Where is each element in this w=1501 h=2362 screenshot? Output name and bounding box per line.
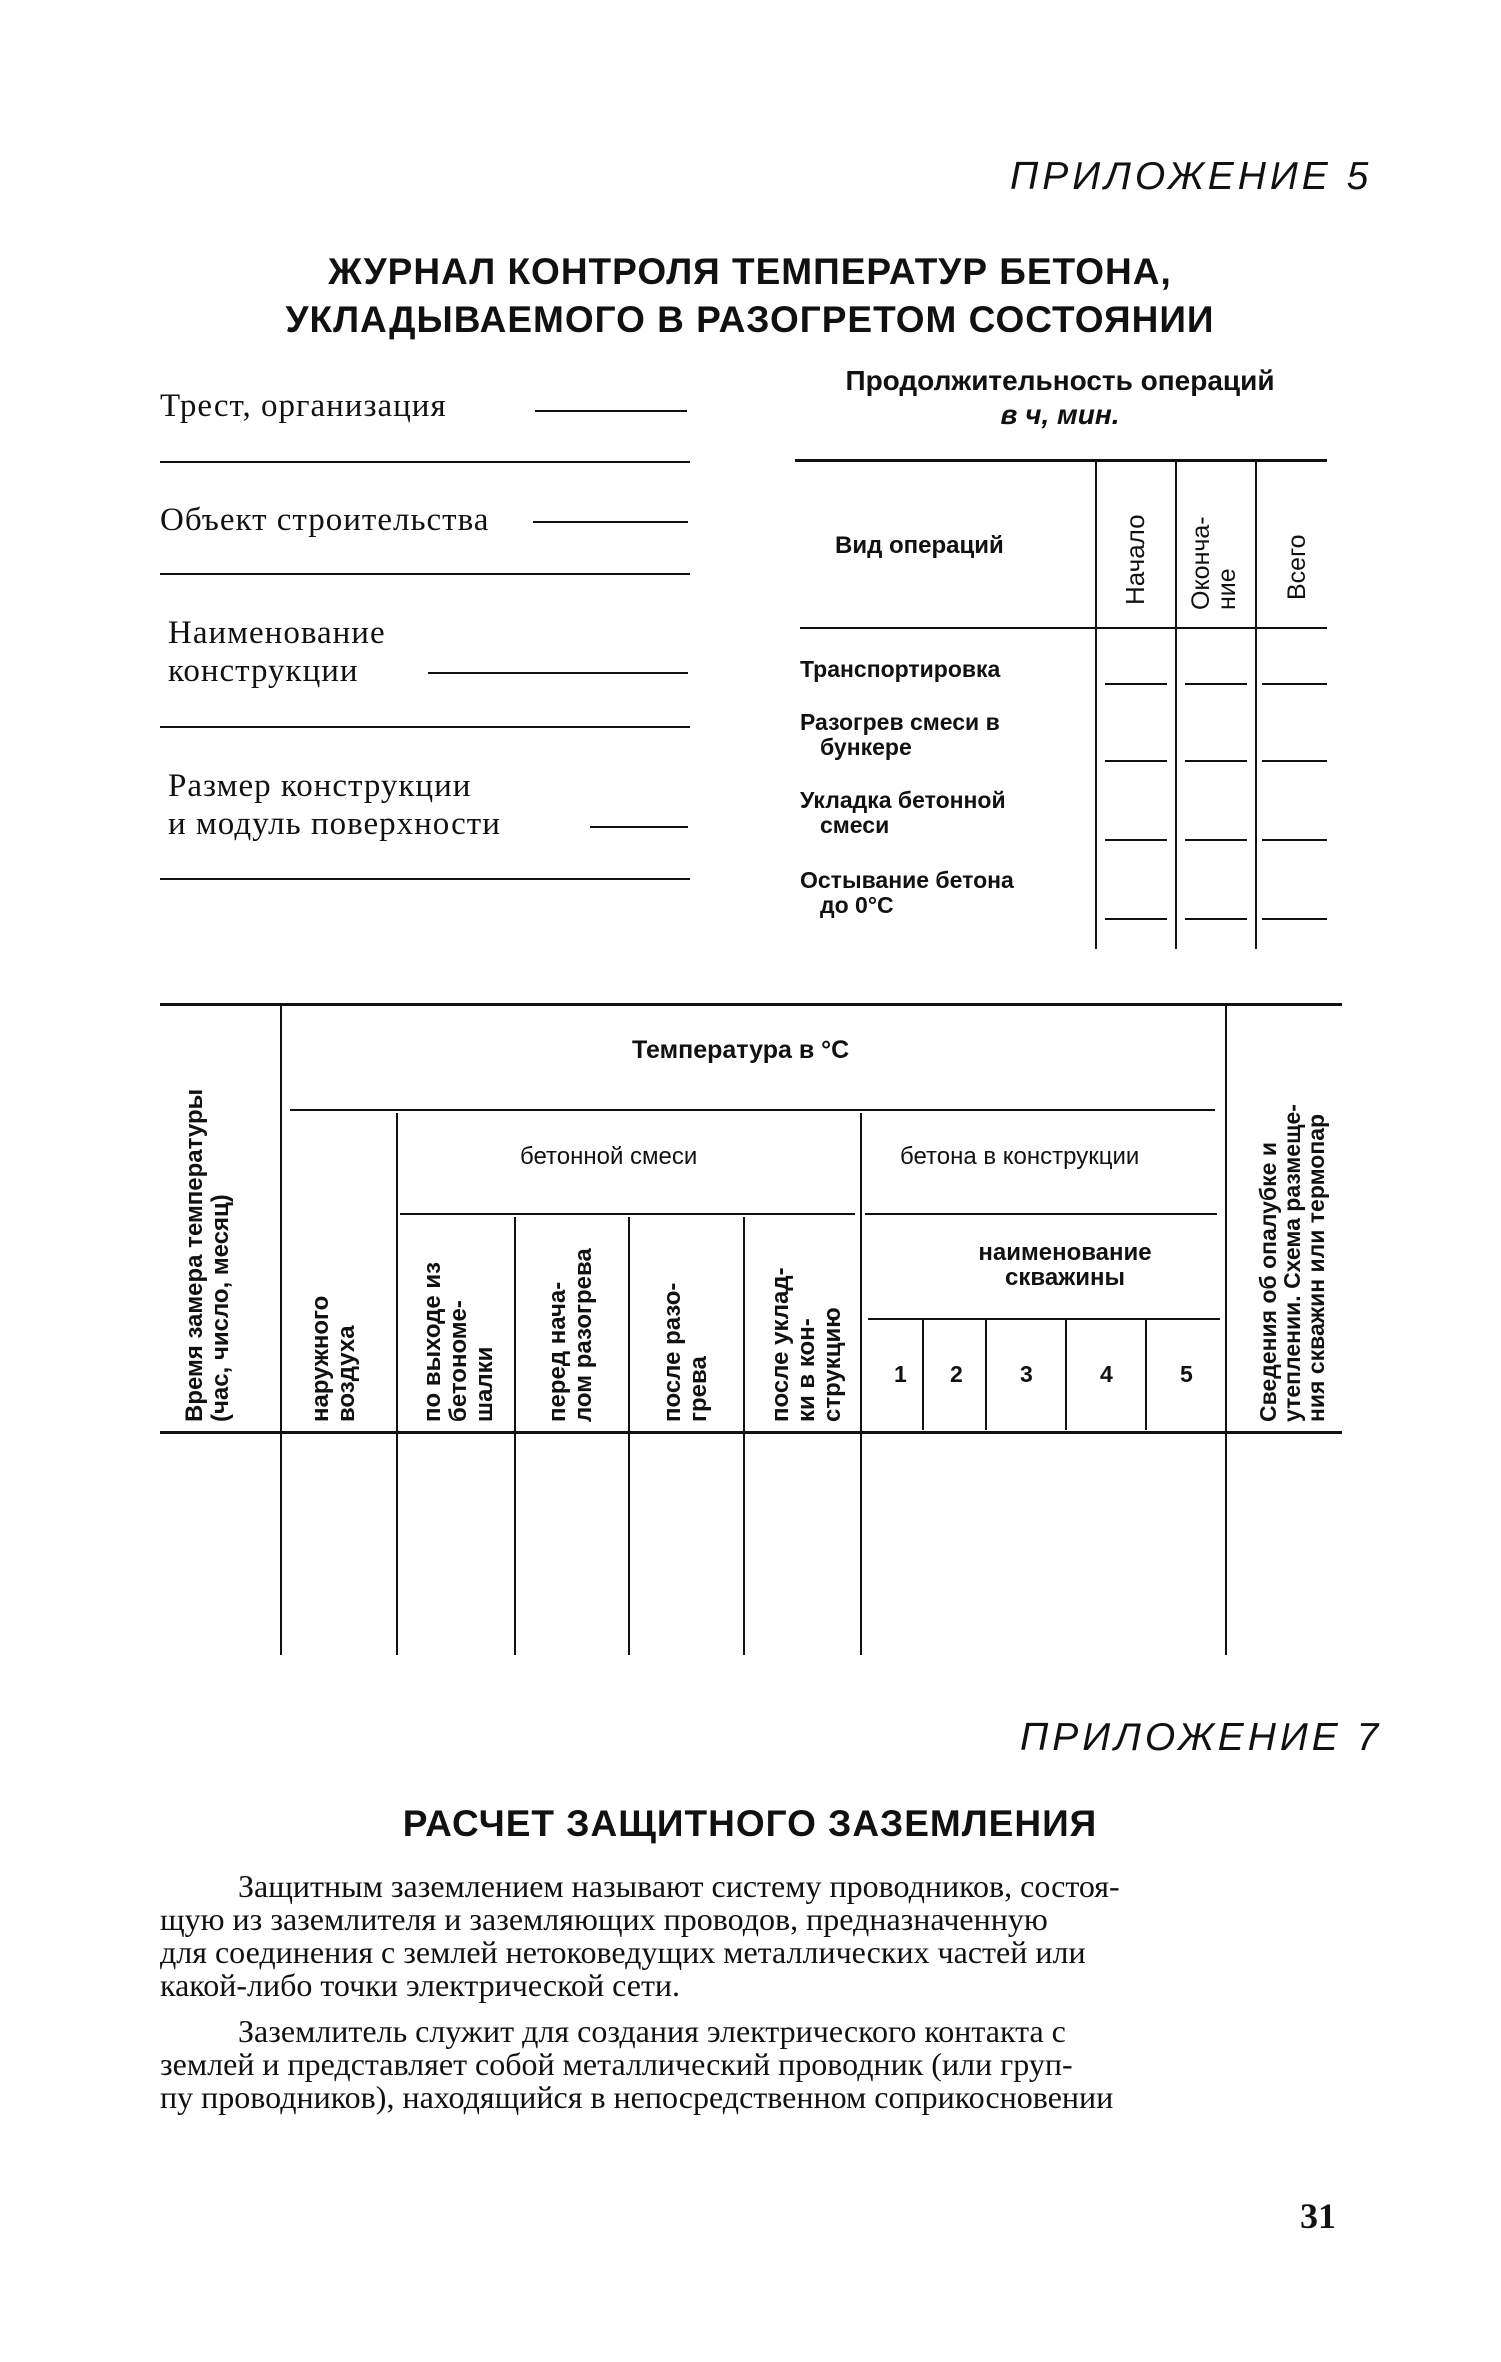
operations-col-start: Начало <box>1120 514 1150 605</box>
journal-title-line2: УКЛАДЫВАЕМОГО В РАЗОГРЕТОМ СОСТОЯНИИ <box>285 299 1215 340</box>
col-time-line1: Время замера температуры <box>181 1088 208 1422</box>
col-air-line1: наружного <box>307 1295 334 1422</box>
temp-header-rule-1 <box>290 1109 1215 1111</box>
col-info-line2: утеплении. Схема размеще- <box>1279 1104 1305 1422</box>
temp-top-rule <box>160 1003 1342 1006</box>
operations-vline-3 <box>1255 461 1257 949</box>
grounding-title: РАСЧЕТ ЗАЩИТНОГО ЗАЗЕМЛЕНИЯ <box>402 1803 1098 1844</box>
well-number-1: 1 <box>894 1361 907 1387</box>
object-line <box>533 521 688 523</box>
temp-vline-mix3 <box>743 1217 745 1655</box>
temp-header-rule-3 <box>865 1213 1217 1215</box>
construction-name-line1: Наименование <box>168 615 386 651</box>
construction-size-line1: Размер конструкции <box>168 768 472 804</box>
col-mix-4-line1: после уклад- <box>767 1267 794 1422</box>
temp-vline-mix1 <box>514 1217 516 1655</box>
operations-header-rule <box>800 627 1327 629</box>
col-air-header <box>308 1296 360 1422</box>
temp-vline-info <box>1225 1005 1227 1655</box>
concrete-header: бетона в конструкции <box>900 1143 1140 1170</box>
well-number-3: 3 <box>1020 1361 1033 1387</box>
temp-vline-air <box>396 1113 398 1655</box>
col-info-header <box>1256 1104 1328 1422</box>
temp-vline-well <box>1145 1320 1147 1430</box>
wells-header <box>930 1240 1200 1290</box>
appendix-5-label: ПРИЛОЖЕНИЕ 5 <box>1010 155 1373 198</box>
operations-cell-line <box>1262 839 1327 841</box>
operations-cell-line <box>1185 760 1247 762</box>
page-number: 31 <box>1300 2196 1336 2236</box>
construction-size-label <box>168 767 501 843</box>
operations-cell-line <box>1262 683 1327 685</box>
operations-row-2-line1: Разогрев смеси в <box>800 709 1000 735</box>
paragraph-1-line: для соединения с землей нетоковедущих металлических частей или <box>160 1934 1086 1970</box>
operations-col-end <box>1188 516 1240 610</box>
operations-col-end-line1: Оконча- <box>1187 516 1215 610</box>
col-mix-4-line2: ки в кон- <box>793 1318 820 1422</box>
col-mix-4-header <box>768 1267 846 1422</box>
col-mix-1-line3: шалки <box>471 1346 498 1422</box>
col-mix-3-line2: грева <box>685 1356 712 1422</box>
trust-line <box>535 410 687 412</box>
operations-row-4-line1: Остывание бетона <box>800 867 1014 893</box>
operations-row-3-line2: смеси <box>820 812 890 838</box>
operations-row-4-line2: до 0°С <box>820 892 894 918</box>
construction-name-label <box>168 614 386 690</box>
temp-vline-well <box>1065 1320 1067 1430</box>
grounding-paragraph-2 <box>160 2015 1342 2114</box>
temp-vline-well <box>922 1320 924 1430</box>
col-mix-3-header <box>660 1283 712 1422</box>
paragraph-2-line: пу проводников), находящийся в непосредственном соприкосновении <box>160 2079 1114 2115</box>
operations-header-line1: Продолжительность операций <box>845 365 1275 396</box>
journal-title-line1: ЖУРНАЛ КОНТРОЛЯ ТЕМПЕРАТУР БЕТОНА, <box>328 251 1172 292</box>
temp-header-rule-4 <box>868 1318 1220 1320</box>
paragraph-1-line: Защитным заземлением называют систему проводников, состоя- <box>238 1868 1120 1904</box>
wells-header-line1: наименование <box>978 1239 1152 1266</box>
operations-cell-line <box>1262 918 1327 920</box>
object-line-2 <box>160 573 690 575</box>
col-info-line3: ния скважин или термопар <box>1303 1113 1329 1422</box>
temp-bottom-header-rule <box>160 1431 1342 1434</box>
operations-row-1-line1: Транспортировка <box>800 656 1001 682</box>
operations-cell-line <box>1185 683 1247 685</box>
col-info-line1: Сведения об опалубке и <box>1255 1142 1281 1422</box>
operations-col-total: Всего <box>1283 534 1311 600</box>
well-number-5: 5 <box>1180 1361 1193 1387</box>
journal-title <box>150 248 1350 344</box>
trust-line-2 <box>160 461 690 463</box>
operations-cell-line <box>1262 760 1327 762</box>
trust-label: Трест, организация <box>160 388 447 424</box>
col-mix-2-line2: лом разогрева <box>570 1248 597 1422</box>
well-number-4: 4 <box>1100 1361 1113 1387</box>
temp-vline-well <box>985 1320 987 1430</box>
col-mix-2-header <box>545 1248 597 1422</box>
col-mix-1-header <box>420 1262 498 1422</box>
mix-header: бетонной смеси <box>520 1143 698 1170</box>
paragraph-1-line: какой-либо точки электрической сети. <box>160 1967 681 2003</box>
temp-header-rule-2 <box>400 1213 855 1215</box>
construction-name-line-2 <box>160 726 690 728</box>
col-time-header <box>182 1089 234 1422</box>
construction-size-line2: и модуль поверхности <box>168 806 501 842</box>
operations-cell-line <box>1105 683 1167 685</box>
construction-name-line2: конструкции <box>168 653 359 689</box>
operations-row-3-line1: Укладка бетонной <box>800 787 1006 813</box>
paragraph-2-line: землей и представляет собой металлический проводник (или груп- <box>160 2046 1073 2082</box>
temp-vline-mix4 <box>860 1113 862 1655</box>
col-air-line2: воздуха <box>333 1325 360 1422</box>
operations-cell-line <box>1185 839 1247 841</box>
col-mix-4-line3: струкцию <box>819 1307 846 1422</box>
col-mix-2-line1: перед нача- <box>544 1281 571 1422</box>
operations-vline-1 <box>1095 461 1097 949</box>
operations-cell-line <box>1105 839 1167 841</box>
paragraph-1-line: щую из заземлителя и заземляющих проводов, предназначенную <box>160 1901 1048 1937</box>
operations-row-2 <box>800 710 1000 760</box>
operations-header <box>790 364 1330 432</box>
operations-col-type: Вид операций <box>835 532 1004 559</box>
col-time-line2: (час, число, месяц) <box>207 1194 234 1422</box>
operations-row-1 <box>800 657 1000 682</box>
col-mix-3-line1: после разо- <box>659 1282 686 1422</box>
operations-cell-line <box>1185 918 1247 920</box>
paragraph-2-line: Заземлитель служит для создания электрического контакта с <box>238 2013 1066 2049</box>
construction-name-line <box>428 672 688 674</box>
wells-header-line2: скважины <box>1005 1264 1125 1291</box>
operations-row-4 <box>800 868 1014 918</box>
object-label: Объект строительства <box>160 502 490 538</box>
construction-size-line-2 <box>160 878 690 880</box>
operations-top-rule <box>795 459 1327 462</box>
operations-vline-2 <box>1175 461 1177 949</box>
operations-header-line2: в ч, мин. <box>1000 399 1120 430</box>
temp-vline-time <box>280 1005 282 1655</box>
temp-header: Температура в °С <box>632 1036 850 1064</box>
operations-row-3 <box>800 788 1006 838</box>
operations-col-end-line2: ние <box>1213 568 1241 610</box>
construction-size-line <box>590 826 688 828</box>
temp-vline-mix2 <box>628 1217 630 1655</box>
appendix-7-label: ПРИЛОЖЕНИЕ 7 <box>1020 1716 1383 1759</box>
col-mix-1-line2: бетономе- <box>445 1300 472 1422</box>
grounding-paragraph-1 <box>160 1870 1342 2002</box>
operations-cell-line <box>1105 918 1167 920</box>
well-number-2: 2 <box>950 1361 963 1387</box>
col-mix-1-line1: по выходе из <box>419 1261 446 1422</box>
operations-cell-line <box>1105 760 1167 762</box>
operations-row-2-line2: бункере <box>820 734 912 760</box>
